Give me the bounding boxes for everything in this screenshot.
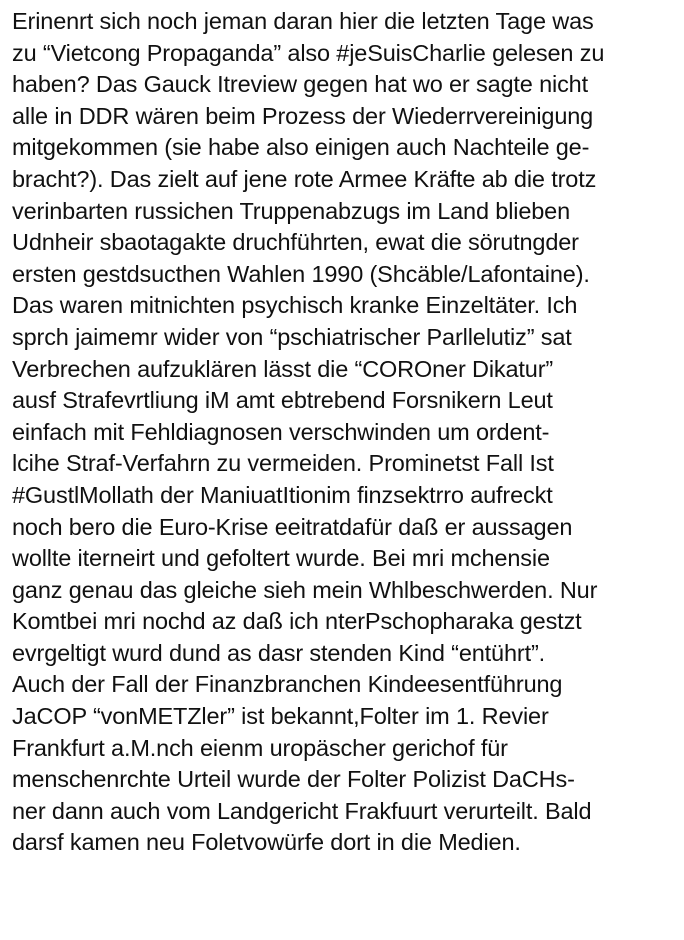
text-line: JaCOP “vonMETZler” ist bekannt,Folter im 1. Revier [12, 703, 549, 730]
text-line: zu “Vietcong Propaganda” also #jeSuisCharlie gelesen zu [12, 39, 605, 66]
text-line: noch bero die Euro-Krise eeitratdafür daß er aussagen [12, 513, 573, 540]
text-line: verinbarten russichen Truppenabzugs im Land blieben [12, 197, 571, 224]
text-line: Das waren mitnichten psychisch kranke Einzeltäter. Ich [12, 292, 578, 319]
text-line: darsf kamen neu Foletvowürfe dort in die Medien. [12, 829, 521, 856]
text-line: Erinenrt sich noch jeman daran hier die letzten Tage was [12, 8, 594, 34]
text-line: ausf Strafevrtliung iM amt ebtrebend Forsnikern Leut [12, 387, 553, 414]
text-line: menschenrchte Urteil wurde der Folter Polizist DaCHs- [12, 766, 575, 793]
text-line: ganz genau das gleiche sieh mein Whlbeschwerden. Nur [12, 576, 598, 603]
text-line: Komtbei mri nochd az daß ich nterPschopharaka gestzt [12, 608, 582, 635]
text-line: Auch der Fall der Finanzbranchen Kindeesentführung [12, 671, 563, 698]
text-line: alle in DDR wären beim Prozess der Wiederrvereinigung [12, 102, 594, 129]
text-line: evrgeltigt wurd dund as dasr stenden Kind “entührt”. [12, 639, 546, 666]
text-line: Udnheir sbaotagakte druchführten, ewat die sörutngder [12, 229, 579, 256]
text-line: sprch jaimemr wider von “pschiatrischer Parllelutiz” sat [12, 323, 572, 350]
text-line: ner dann auch vom Landgericht Frakfuurt verurteilt. Bald [12, 797, 592, 824]
text-line: einfach mit Fehldiagnosen verschwinden um ordent- [12, 418, 550, 445]
text-line: Verbrechen aufzuklären lässt die “COROner Dikatur” [12, 355, 554, 382]
text-line: Frankfurt a.M.nch eienm uropäscher gerichof für [12, 734, 508, 761]
text-line: wollte iterneirt und gefoltert wurde. Bei mri mchensie [12, 545, 550, 572]
text-line: #GustlMollath der ManiuatItionim finzsektrro aufreckt [12, 481, 553, 508]
text-line: ersten gestdsucthen Wahlen 1990 (Shcäble/Lafontaine). [12, 260, 590, 287]
text-line: lcihe Straf-Verfahrn zu vermeiden. Prominetst Fall Ist [12, 450, 554, 477]
text-line: mitgekommen (sie habe also einigen auch Nachteile ge- [12, 134, 590, 161]
body-text [12, 6, 680, 859]
text-line: haben? Das Gauck Itreview gegen hat wo er sagte nicht [12, 71, 588, 98]
text-line: bracht?). Das zielt auf jene rote Armee Kräfte ab die trotz [12, 165, 597, 192]
